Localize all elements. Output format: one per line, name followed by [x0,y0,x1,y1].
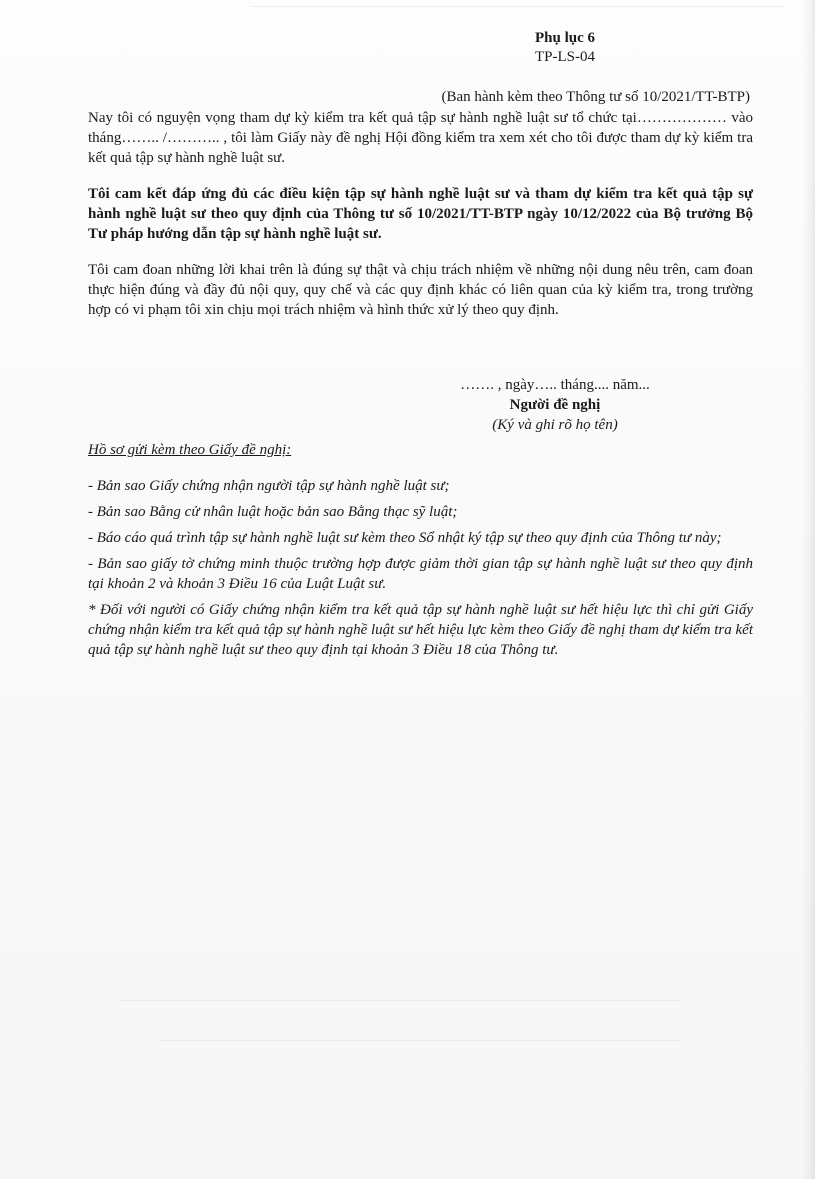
scan-artifact-line [250,6,785,7]
attachment-note: * Đối với người có Giấy chứng nhận kiểm tra kết quả tập sự hành nghề luật sư hết hiệu lực thì chỉ gửi Giấy chứng nhận kiểm tra kết quả tập sự hành nghề luật sư hết hiệu lực kèm theo Giấy đề nghị tham dự kiểm tra kết quả tập sự hành nghề luật sư theo quy định tại khoản 3 Điều 18 của Thông tư. [88,602,753,658]
attachments-section [88,440,753,666]
signature-note: (Ký và ghi rõ họ tên) [492,417,618,433]
attachments-title: Hồ sơ gửi kèm theo Giấy đề nghị: [88,442,292,458]
issued-by-note: (Ban hành kèm theo Thông tư số 10/2021/TT-BTP) [441,89,750,105]
attachment-item: - Bản sao Giấy chứng nhận người tập sự hành nghề luật sư; [88,478,450,494]
appendix-title: Phụ lục 6 [534,30,595,46]
commitment-paragraph: Tôi cam kết đáp ứng đủ các điều kiện tập sự hành nghề luật sư và tham dự kiểm tra kết quả tập sự hành nghề luật sư theo quy định của Thông tư số 10/2021/TT-BTP ngày 10/12/2022 của Bộ trưởng Bộ Tư pháp hướng dẫn tập sự hành nghề luật sư. [88,186,753,242]
scan-edge-shadow [801,0,815,1179]
signature-block [410,375,700,435]
attachment-item: - Bản sao giấy tờ chứng minh thuộc trường hợp được giảm thời gian tập sự hành nghề luật sư theo quy định tại khoản 2 và khoản 3 Điều 16 của Luật Luật sư. [88,556,753,592]
attachment-item: - Bản sao Bằng cử nhân luật hoặc bản sao Bằng thạc sỹ luật; [88,504,458,520]
attachment-item: - Báo cáo quá trình tập sự hành nghề luật sư kèm theo Sổ nhật ký tập sự theo quy định của Thông tư này; [88,530,722,546]
signature-date-line: ……. , ngày….. tháng.... năm... [460,377,650,393]
pledge-paragraph: Tôi cam đoan những lời khai trên là đúng sự thật và chịu trách nhiệm về những nội dung nêu trên, cam đoan thực hiện đúng và đầy đủ nội quy, quy chế và các quy định khác có liên quan của kỳ kiểm tra, trong trường hợp có vi phạm tôi xin chịu mọi trách nhiệm và hình thức xử lý theo quy định. [88,262,753,318]
form-code: TP-LS-04 [535,49,595,65]
request-paragraph: Nay tôi có nguyện vọng tham dự kỳ kiểm tra kết quả tập sự hành nghề luật sư tổ chức tại……………… vào tháng…….. /……….. , tôi làm Giấy này đề nghị Hội đồng kiểm tra xem xét cho tôi được tham dự kỳ kiểm tra kết quả tập sự hành nghề luật sư. [88,110,753,166]
signature-role: Người đề nghị [509,397,601,413]
scan-bleed-through [160,1040,680,1041]
document-body [88,108,753,320]
scan-bleed-through [120,1000,680,1001]
